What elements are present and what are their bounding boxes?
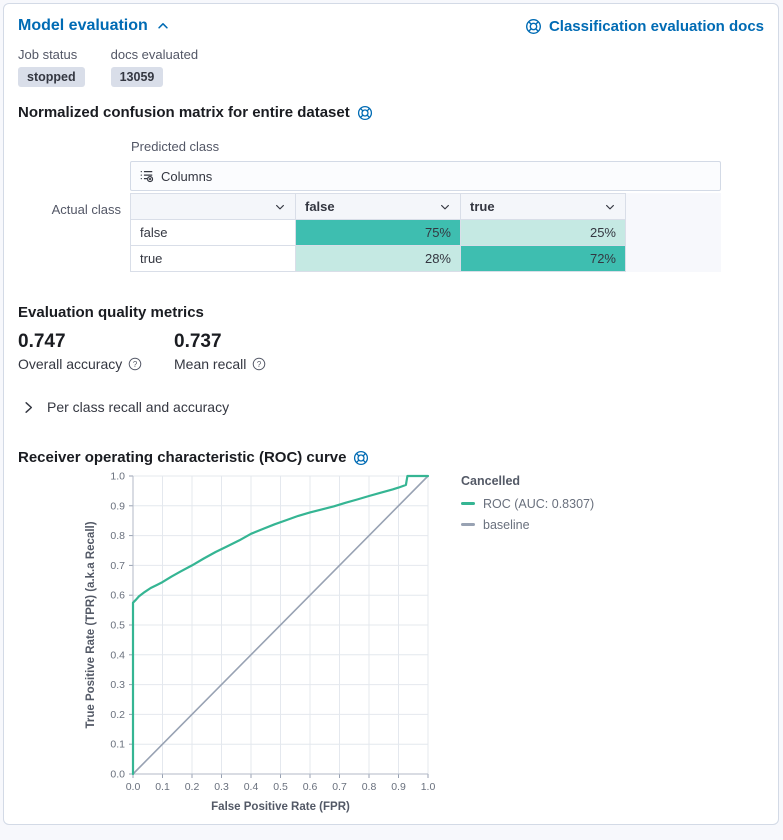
overall-accuracy-value: 0.747 [18, 331, 66, 352]
legend-item-baseline[interactable] [461, 514, 594, 535]
help-ring-icon[interactable] [357, 105, 373, 121]
svg-text:0.9: 0.9 [391, 781, 406, 793]
roc-title [18, 449, 764, 466]
quality-metrics-title: Evaluation quality metrics [18, 304, 204, 321]
matrix-col-header-true[interactable] [461, 194, 626, 220]
svg-text:0.8: 0.8 [110, 530, 125, 543]
stats-row [18, 47, 764, 87]
predicted-class-label: Predicted class [131, 139, 220, 154]
legend-item-roc[interactable] [461, 493, 594, 514]
svg-text:1.0: 1.0 [110, 470, 125, 483]
roc-chart [18, 468, 764, 820]
matrix-cell: 28% [296, 246, 461, 272]
matrix-cell: 25% [461, 220, 626, 246]
roc-series-swatch [461, 502, 475, 505]
job-status-badge: stopped [18, 67, 85, 87]
overall-accuracy-label: Overall accuracy [18, 356, 123, 372]
docs-link-label: Classification evaluation docs [548, 17, 764, 35]
svg-text:0.6: 0.6 [110, 589, 125, 602]
svg-text:0.1: 0.1 [110, 738, 125, 751]
svg-text:0.6: 0.6 [302, 781, 318, 793]
svg-text:0.2: 0.2 [184, 781, 200, 793]
chevron-down-icon [604, 201, 616, 213]
svg-text:0.2: 0.2 [110, 708, 125, 721]
svg-text:1.0: 1.0 [420, 781, 436, 793]
svg-text:0.5: 0.5 [110, 619, 125, 632]
baseline-series-label: baseline [483, 517, 530, 532]
svg-text:0.3: 0.3 [214, 781, 229, 793]
chevron-down-icon [274, 201, 286, 213]
svg-text:?: ? [257, 359, 262, 369]
per-class-accordion-label: Per class recall and accuracy [47, 399, 230, 415]
help-ring-icon[interactable] [353, 450, 369, 466]
svg-text:0.4: 0.4 [243, 781, 259, 793]
svg-text:0.7: 0.7 [332, 781, 347, 793]
svg-text:0.9: 0.9 [110, 500, 125, 513]
roc-title-text: Receiver operating characteristic (ROC) curve [18, 449, 347, 466]
matrix-row-label: true [131, 246, 296, 272]
docs-evaluated-badge: 13059 [111, 67, 164, 87]
svg-text:0.0: 0.0 [125, 781, 141, 793]
svg-text:?: ? [133, 359, 138, 369]
matrix-row [131, 246, 626, 272]
mean-recall-value: 0.737 [174, 331, 222, 352]
svg-text:True Positive Rate (TPR) (a.k.: True Positive Rate (TPR) (a.k.a Recall) [85, 521, 97, 729]
svg-text:0.7: 0.7 [110, 559, 125, 572]
confusion-matrix-body [131, 220, 626, 272]
job-status-stat [18, 47, 85, 87]
svg-text:0.5: 0.5 [273, 781, 288, 793]
matrix-header-row [131, 194, 626, 220]
svg-text:0.0: 0.0 [110, 768, 125, 781]
confusion-matrix-title [18, 104, 764, 121]
job-status-label: Job status [18, 47, 78, 62]
legend-title: Cancelled [461, 474, 521, 488]
columns-button-label: Columns [161, 168, 213, 184]
roc-chart-canvas [28, 468, 458, 818]
col-header-label: false [305, 199, 335, 214]
columns-list-icon [140, 169, 154, 183]
actual-class-label: Actual class [51, 202, 121, 217]
docs-evaluated-stat [111, 47, 198, 87]
matrix-row [131, 220, 626, 246]
confusion-matrix-area [18, 139, 764, 272]
docs-evaluated-label: docs evaluated [110, 47, 199, 62]
classification-docs-link[interactable] [525, 18, 764, 35]
chevron-up-icon [156, 19, 170, 33]
matrix-corner-header[interactable] [131, 194, 296, 220]
confusion-matrix-title-text: Normalized confusion matrix for entire dataset [18, 104, 350, 121]
chevron-right-icon [21, 400, 36, 415]
matrix-col-header-false[interactable] [296, 194, 461, 220]
question-in-circle-icon[interactable] [128, 357, 142, 371]
svg-text:0.1: 0.1 [155, 781, 170, 793]
baseline-series-swatch [461, 523, 475, 526]
mean-recall-label: Mean recall [174, 356, 247, 372]
chevron-down-icon [439, 201, 451, 213]
per-class-accordion-toggle[interactable] [21, 399, 764, 415]
svg-text:0.8: 0.8 [361, 781, 377, 793]
svg-text:0.4: 0.4 [110, 649, 125, 662]
columns-button[interactable] [130, 161, 721, 191]
quality-metrics-row [18, 331, 764, 372]
help-ring-icon [525, 18, 542, 35]
mean-recall-metric [174, 331, 330, 372]
overall-accuracy-metric [18, 331, 174, 372]
matrix-cell: 72% [461, 246, 626, 272]
model-evaluation-panel [3, 3, 779, 825]
matrix-cell: 75% [296, 220, 461, 246]
col-header-label: true [470, 199, 495, 214]
panel-header [18, 17, 764, 35]
roc-series-label: ROC (AUC: 0.8307) [483, 496, 595, 511]
question-in-circle-icon[interactable] [252, 357, 266, 371]
svg-text:False Positive Rate (FPR): False Positive Rate (FPR) [211, 801, 350, 813]
confusion-matrix-table [130, 193, 626, 272]
page-title: Model evaluation [18, 17, 148, 34]
matrix-row-label: false [131, 220, 296, 246]
roc-legend [461, 474, 594, 535]
model-evaluation-toggle[interactable] [18, 17, 170, 35]
svg-text:0.3: 0.3 [110, 679, 125, 692]
